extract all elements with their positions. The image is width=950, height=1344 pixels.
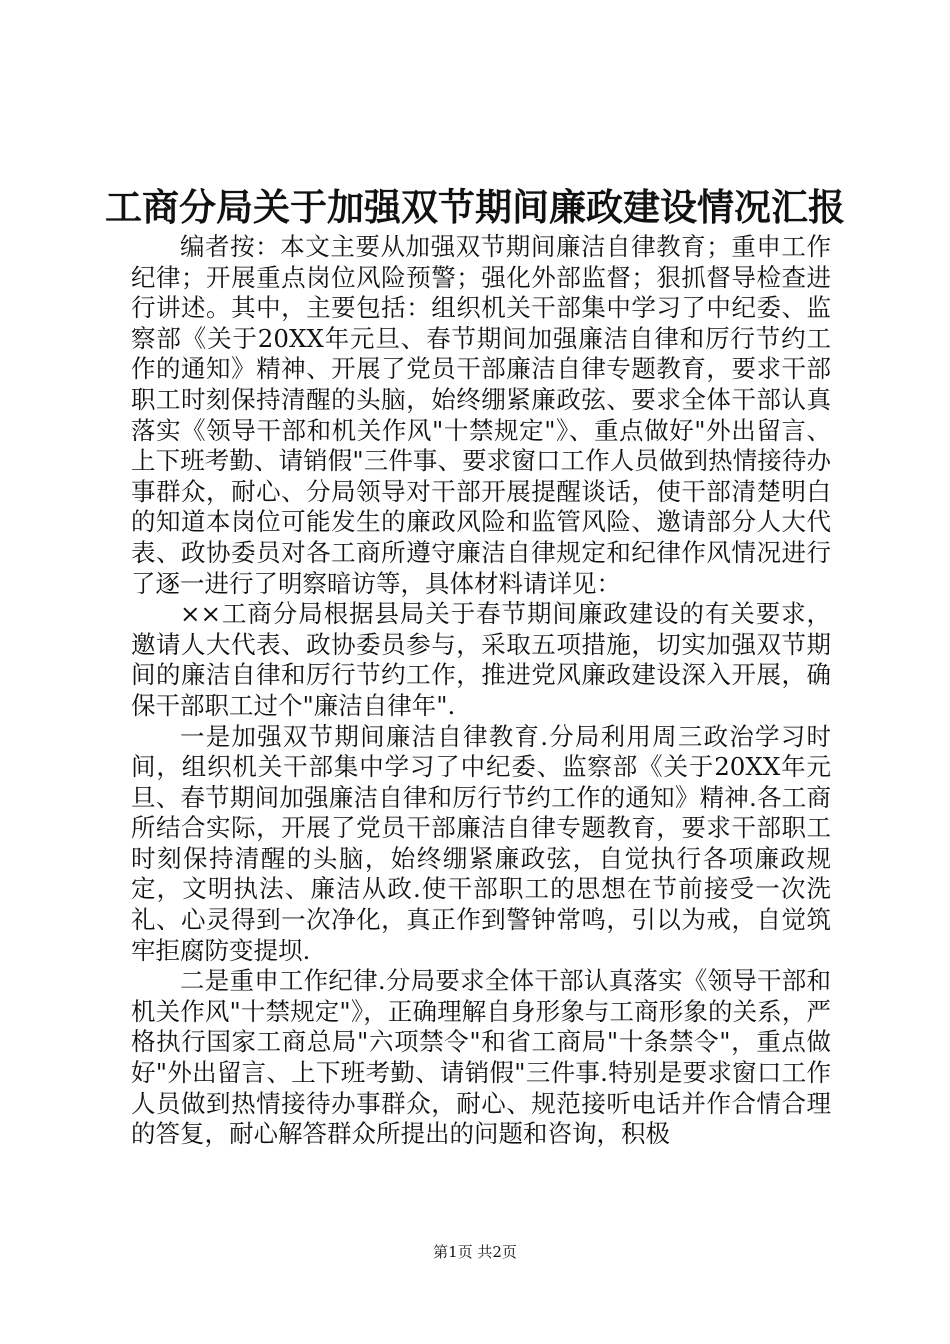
document-body: [131, 232, 831, 1150]
intro-paragraph: ××工商分局根据县局关于春节期间廉政建设的有关要求，邀请人大代表、政协委员参与，采取五项措施，切实加强双节期间的廉洁自律和厉行节约工作，推进党风廉政建设深入开展，确保干部职工过个"廉洁自律年".: [131, 599, 831, 720]
measure-one-paragraph: 一是加强双节期间廉洁自律教育.分局利用周三政治学习时间，组织机关干部集中学习了中纪委、监察部《关于20XX年元旦、春节期间加强廉洁自律和厉行节约工作的通知》精神.各工商所结合实际，开展了党员干部廉洁自律专题教育，要求干部职工时刻保持清醒的头脑，始终绷紧廉政弦，自觉执行各项廉政规定，文明执法、廉洁从政.使干部职工的思想在节前接受一次洗礼、心灵得到一次净化，真正作到警钟常鸣，引以为戒，自觉筑牢拒腐防变提坝.: [131, 721, 831, 965]
editor-note-paragraph: 编者按：本文主要从加强双节期间廉洁自律教育；重申工作纪律；开展重点岗位风险预警；强化外部监督；狠抓督导检查进行讲述。其中，主要包括：组织机关干部集中学习了中纪委、监察部《关于20XX年元旦、春节期间加强廉洁自律和厉行节约工作的通知》精神、开展了党员干部廉洁自律专题教育，要求干部职工时刻保持清醒的头脑，始终绷紧廉政弦、要求全体干部认真落实《领导干部和机关作风"十禁规定"》、重点做好"外出留言、上下班考勤、请销假"三件事、要求窗口工作人员做到热情接待办事群众，耐心、分局领导对干部开展提醒谈话，使干部清楚明白的知道本岗位可能发生的廉政风险和监管风险、邀请部分人大代表、政协委员对各工商所遵守廉洁自律规定和纪律作风情况进行了逐一进行了明察暗访等，具体材料请详见：: [131, 232, 831, 598]
document-title: 工商分局关于加强双节期间廉政建设情况汇报: [105, 185, 845, 229]
page-number-footer: 第1页 共2页: [433, 1243, 517, 1261]
measure-two-paragraph: 二是重申工作纪律.分局要求全体干部认真落实《领导干部和机关作风"十禁规定"》，正确理解自身形象与工商形象的关系，严格执行国家工商总局"六项禁令"和省工商局"十条禁令"，重点做好"外出留言、上下班考勤、请销假"三件事.特别是要求窗口工作人员做到热情接待办事群众，耐心、规范接听电话并作合情合理的答复，耐心解答群众所提出的问题和咨询，积极: [131, 966, 831, 1149]
